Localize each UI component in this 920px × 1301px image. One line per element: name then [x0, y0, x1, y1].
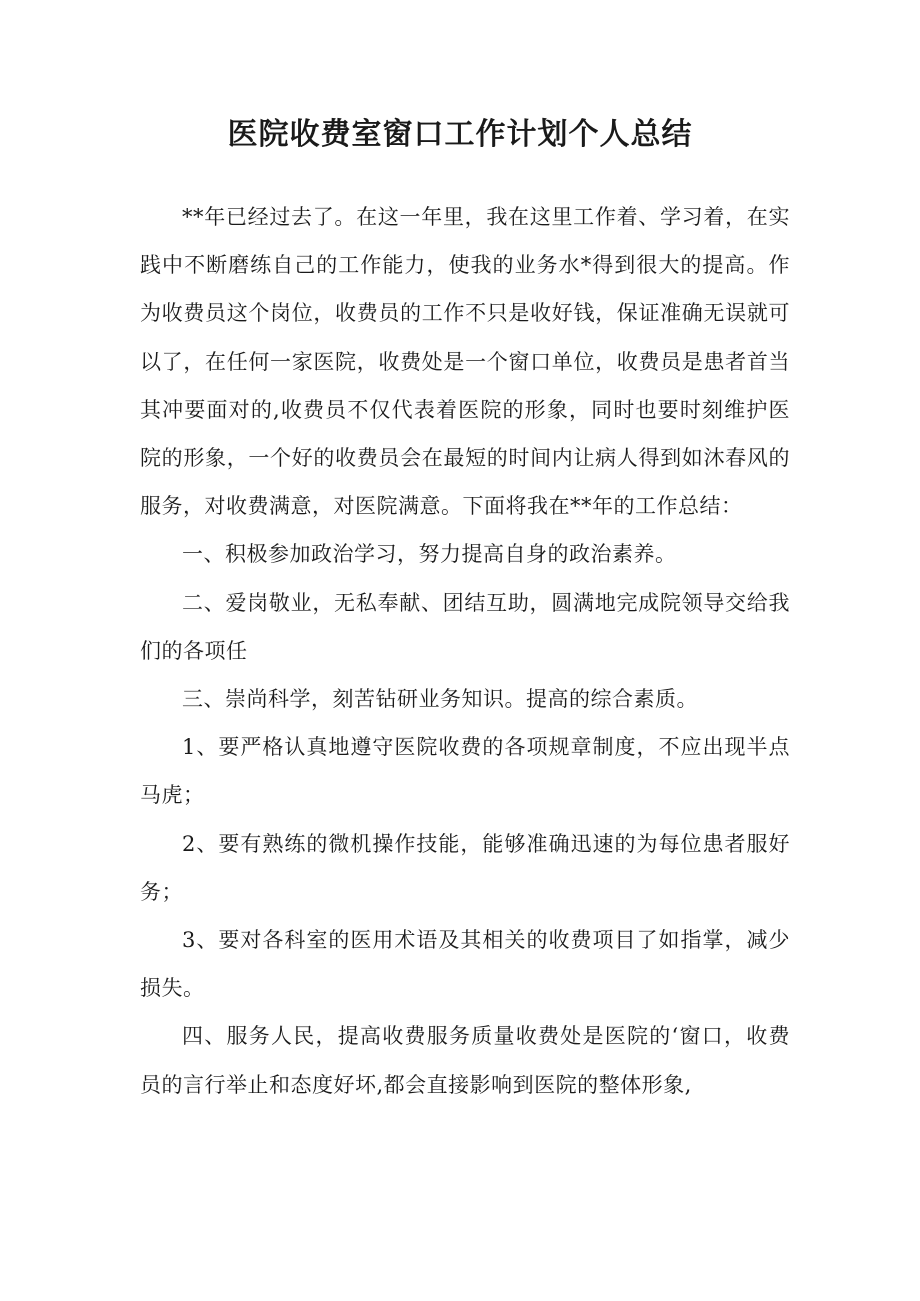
paragraph-section-2: 二、爱岗敬业，无私奉献、团结互助，圆满地完成院领导交给我们的各项任	[140, 590, 790, 663]
document-title: 医院收费室窗口工作计划个人总结	[227, 117, 693, 152]
paragraph-item-2: 2、要有熟练的微机操作技能，能够准确迅速的为每位患者服好务；	[140, 831, 790, 904]
paragraph-intro: **年已经过去了。在这一年里，我在这里工作着、学习着，在实践中不断磨练自己的工作能力，使我的业务水*得到很大的提高。作为收费员这个岗位，收费员的工作不只是收好钱，保证准确无误就可以了，在任何一家医院，收费处是一个窗口单位，收费员是患者首当其冲要面对的,收费员不仅代表着医院的形象，同时也要时刻维护医院的形象，一个好的收费员会在最短的时间内让病人得到如沐春风的服务，对收费满意，对医院满意。下面将我在**年的工作总结：	[140, 205, 790, 519]
paragraph-section-3: 三、崇尚科学，刻苦钻研业务知识。提高的综合素质。	[182, 687, 698, 712]
paragraph-section-1: 一、积极参加政治学习，努力提高自身的政治素养。	[182, 542, 677, 567]
paragraph-section-4: 四、服务人民，提高收费服务质量收费处是医院的‘窗口，收费员的言行举止和态度好坏,都会直接影响到医院的整体形象,	[140, 1024, 790, 1097]
paragraph-item-1: 1、要严格认真地遵守医院收费的各项规章制度，不应出现半点马虎；	[140, 735, 790, 808]
paragraph-item-3: 3、要对各科室的医用术语及其相关的收费项目了如指掌，减少损失。	[140, 928, 790, 1001]
document-body	[140, 193, 790, 1109]
